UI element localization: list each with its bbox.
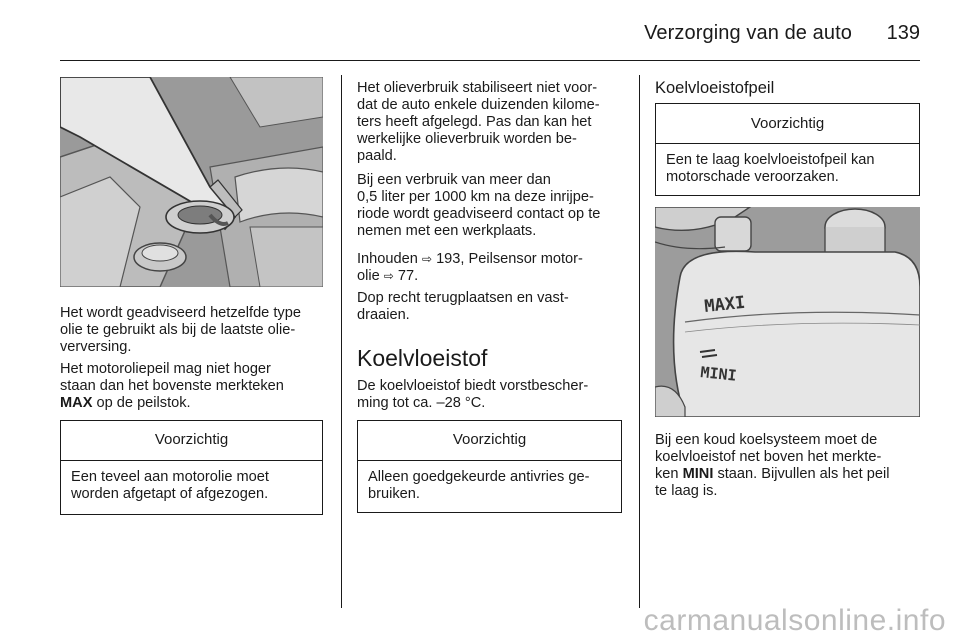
text-line: dat de auto enkele duizenden kilome- (357, 97, 600, 113)
col2-paragraph-1 (357, 80, 627, 165)
oil-filling-illustration (60, 77, 323, 287)
text-line: ming tot ca. –28 °C. (357, 395, 486, 411)
section-heading-coolant: Koelvloeistof (357, 345, 488, 371)
warning-title: Voorzichtig (358, 421, 621, 461)
text-line (60, 395, 330, 412)
text-span: . (414, 268, 419, 284)
col1-paragraph-1 (60, 305, 330, 356)
text-span: ken (655, 466, 683, 482)
text-span: olie (357, 268, 384, 284)
text-line: Alleen goedgekeurde antivries ge- (368, 469, 590, 485)
page-ref-arrow-icon: ⇨ (383, 269, 394, 283)
text-span: op de peilstok. (92, 395, 191, 411)
text-line: bruiken. (368, 486, 420, 502)
text-line: werkelijke olieverbruik worden be- (357, 131, 577, 147)
page-ref-link[interactable]: 193 (436, 251, 461, 267)
warning-box-coolant-level (655, 103, 920, 196)
text-line: 0,5 liter per 1000 km na deze inrijpe- (357, 189, 594, 205)
text-line: koelvloeistof net boven het merkte- (655, 449, 882, 465)
column-divider-left (341, 75, 342, 608)
coolant-tank-drawing (655, 207, 920, 417)
page-ref-arrow-icon: ⇨ (421, 252, 432, 266)
text-line: nemen met een werkplaats. (357, 223, 537, 239)
text-line (357, 251, 627, 268)
col2-paragraph-2 (357, 172, 627, 240)
warning-box-oil (60, 420, 323, 515)
header-title: Verzorging van de auto (644, 22, 852, 44)
subheading-coolant-level: Koelvloeistofpeil (655, 79, 775, 97)
text-line (357, 268, 627, 285)
text-line (655, 466, 925, 483)
text-line: Het wordt geadviseerd hetzelfde type (60, 305, 301, 321)
warning-title: Voorzichtig (61, 421, 322, 461)
coolant-tank-illustration (655, 207, 920, 417)
warning-text (61, 461, 322, 503)
page-header (60, 18, 920, 58)
col1-paragraph-2 (60, 361, 330, 412)
oil-filling-drawing (60, 77, 323, 287)
page-ref-link[interactable]: 77 (397, 268, 415, 284)
min-marker-text: MINI (699, 363, 738, 385)
text-line: motorschade veroorzaken. (666, 169, 839, 185)
text-line: Een te laag koelvloeistofpeil kan (666, 152, 875, 168)
col2-paragraph-5 (357, 378, 627, 412)
text-line: De koelvloeistof biedt vorstbescher- (357, 378, 589, 394)
watermark: carmanualsonline.info (643, 604, 946, 637)
column-divider-right (639, 75, 640, 608)
text-line: te laag is. (655, 483, 718, 499)
warning-text (358, 461, 621, 503)
col2-paragraph-3 (357, 251, 627, 285)
text-line: Bij een koud koelsysteem moet de (655, 432, 878, 448)
text-line: Het motoroliepeil mag niet hoger (60, 361, 271, 377)
max-mark-label: MAX (60, 395, 93, 411)
text-line: draaien. (357, 307, 410, 323)
text-line: verversing. (60, 339, 132, 355)
page-number: 139 (886, 22, 920, 44)
text-span: , Peilsensor motor- (460, 251, 583, 267)
text-line: Een teveel aan motorolie moet (71, 469, 269, 485)
text-line: paald. (357, 148, 397, 164)
col3-paragraph-1 (655, 432, 925, 500)
text-line: staan dan het bovenste merkteken (60, 378, 284, 394)
text-line: Dop recht terugplaatsen en vast- (357, 290, 569, 306)
text-line: ters heeft afgelegd. Pas dan kan het (357, 114, 592, 130)
warning-title: Voorzichtig (656, 104, 919, 144)
text-line: Het olieverbruik stabiliseert niet voor- (357, 80, 598, 96)
text-line: worden afgetapt of afgezogen. (71, 486, 269, 502)
warning-text (656, 144, 919, 186)
min-mark-label: MINI (682, 466, 714, 482)
header-rule (60, 60, 920, 61)
max-marker-text: MAXI (703, 292, 747, 317)
text-line: Bij een verbruik van meer dan (357, 172, 551, 188)
text-span: staan. Bijvullen als het peil (713, 466, 890, 482)
text-line: riode wordt geadviseerd contact op te (357, 206, 601, 222)
col2-paragraph-4 (357, 290, 627, 324)
text-line: olie te gebruikt als bij de laatste olie- (60, 322, 296, 338)
warning-box-antifreeze (357, 420, 622, 513)
text-span: Inhouden (357, 251, 422, 267)
